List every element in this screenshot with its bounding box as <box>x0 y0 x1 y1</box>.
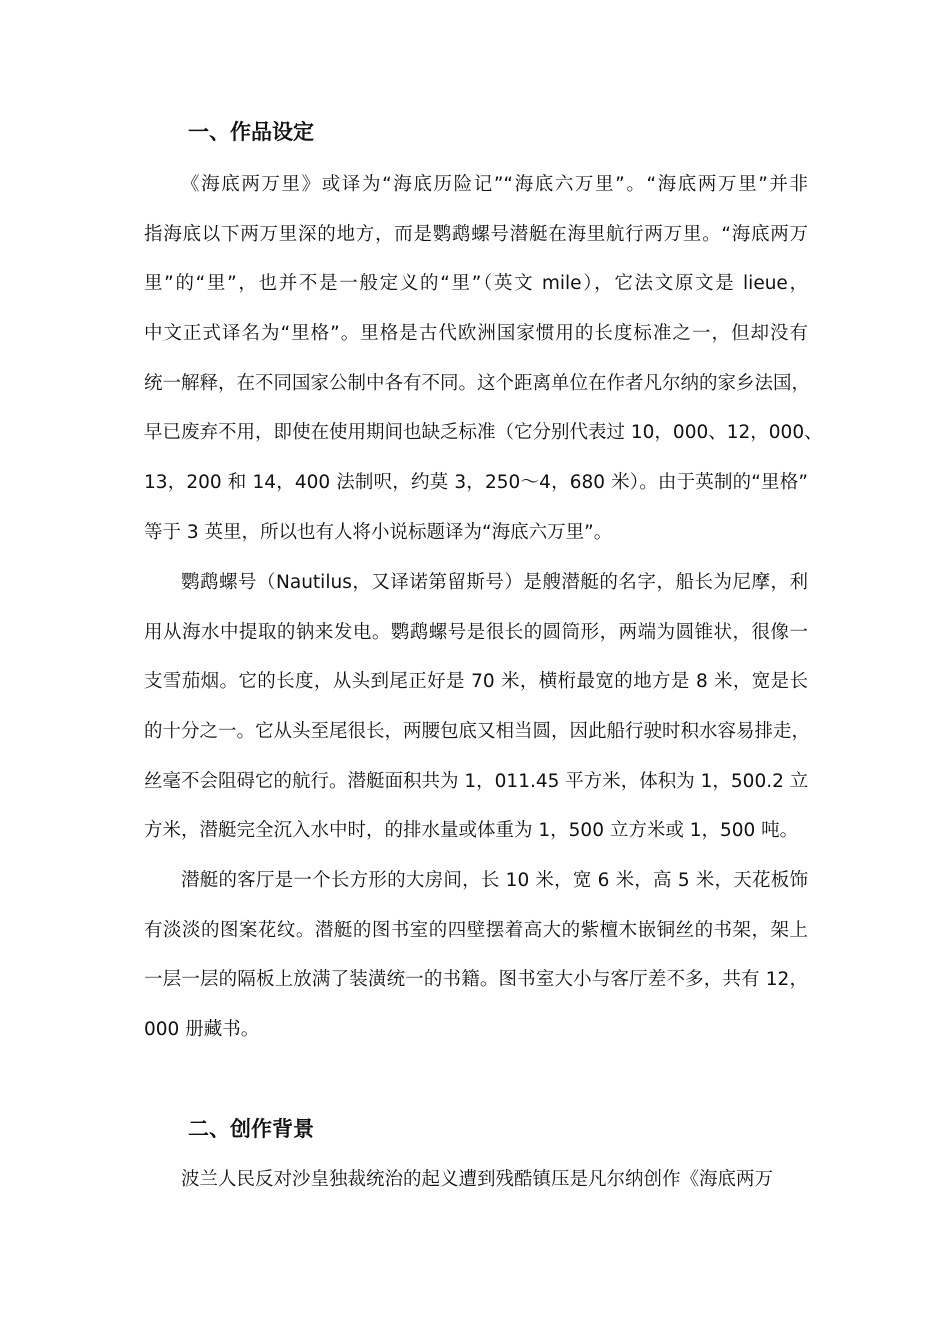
paragraph-line: 方米，潜艇完全沉入水中时，的排水量或体重为 1，500 立方米或 1，500 吨。 <box>144 820 799 842</box>
section-heading-1: 一、作品设定 <box>188 120 314 144</box>
paragraph-line: 13，200 和 14，400 法制呎，约莫 3，250～4，680 米）。由于英制的“里格” <box>144 472 808 494</box>
section-heading-2: 二、创作背景 <box>188 1117 314 1141</box>
paragraph-line: 鹦鹉螺号（Nautilus，又译诺第留斯号）是艘潜艇的名字，船长为尼摩，利 <box>181 572 808 593</box>
paragraph-line: 中文正式译名为“里格”。里格是古代欧洲国家惯用的长度标准之一，但却没有 <box>144 323 808 345</box>
paragraph-line: 丝毫不会阻碍它的航行。潜艇面积共为 1，011.45 平方米，体积为 1，500.2 立 <box>144 770 809 792</box>
paragraph-1 <box>144 170 823 568</box>
paragraph-line: 波兰人民反对沙皇独裁统治的起义遭到残酷镇压是凡尔纳创作《海底两万 <box>181 1169 774 1190</box>
paragraph-line: 支雪茄烟。它的长度，从头到尾正好是 70 米，横桁最宽的地方是 8 米，宽是长 <box>144 671 808 693</box>
paragraph-4 <box>144 1165 808 1215</box>
paragraph-line: 用从海水中提取的钠来发电。鹦鹉螺号是很长的圆筒形，两端为圆锥状，很像一 <box>144 621 808 643</box>
paragraph-line: 等于 3 英里，所以也有人将小说标题译为“海底六万里”。 <box>144 521 613 543</box>
paragraph-line: 指海底以下两万里深的地方，而是鹦鹉螺号潜艇在海里航行两万里。“海底两万 <box>144 223 808 245</box>
paragraph-line: 000 册藏书。 <box>144 1019 260 1041</box>
paragraph-line: 一层一层的隔板上放满了装潢统一的书籍。图书室大小与客厅差不多，共有 12， <box>144 969 808 991</box>
paragraph-line: 统一解释，在不同国家公制中各有不同。这个距离单位在作者凡尔纳的家乡法国， <box>144 372 811 394</box>
paragraph-line: 的十分之一。它从头至尾很长，两腰包底又相当圆，因此船行驶时积水容易排走， <box>144 721 811 743</box>
paragraph-line: 潜艇的客厅是一个长方形的大房间，长 10 米，宽 6 米，高 5 米，天花板饰 <box>181 870 808 891</box>
paragraph-3 <box>144 866 808 1065</box>
paragraph-2 <box>144 568 811 866</box>
paragraph-line: 有淡淡的图案花纹。潜艇的图书室的四壁摆着高大的紫檀木嵌铜丝的书架，架上 <box>144 919 808 941</box>
paragraph-line: 《海底两万里》或译为“海底历险记”“海底六万里”。“海底两万里”并非 <box>181 174 808 195</box>
paragraph-line: 里”的“里”，也并不是一般定义的“里”（英文 mile），它法文原文是 lieue， <box>144 273 808 295</box>
paragraph-line: 早已废弃不用，即使在使用期间也缺乏标准（它分别代表过 10，000、12，000、 <box>144 422 823 444</box>
